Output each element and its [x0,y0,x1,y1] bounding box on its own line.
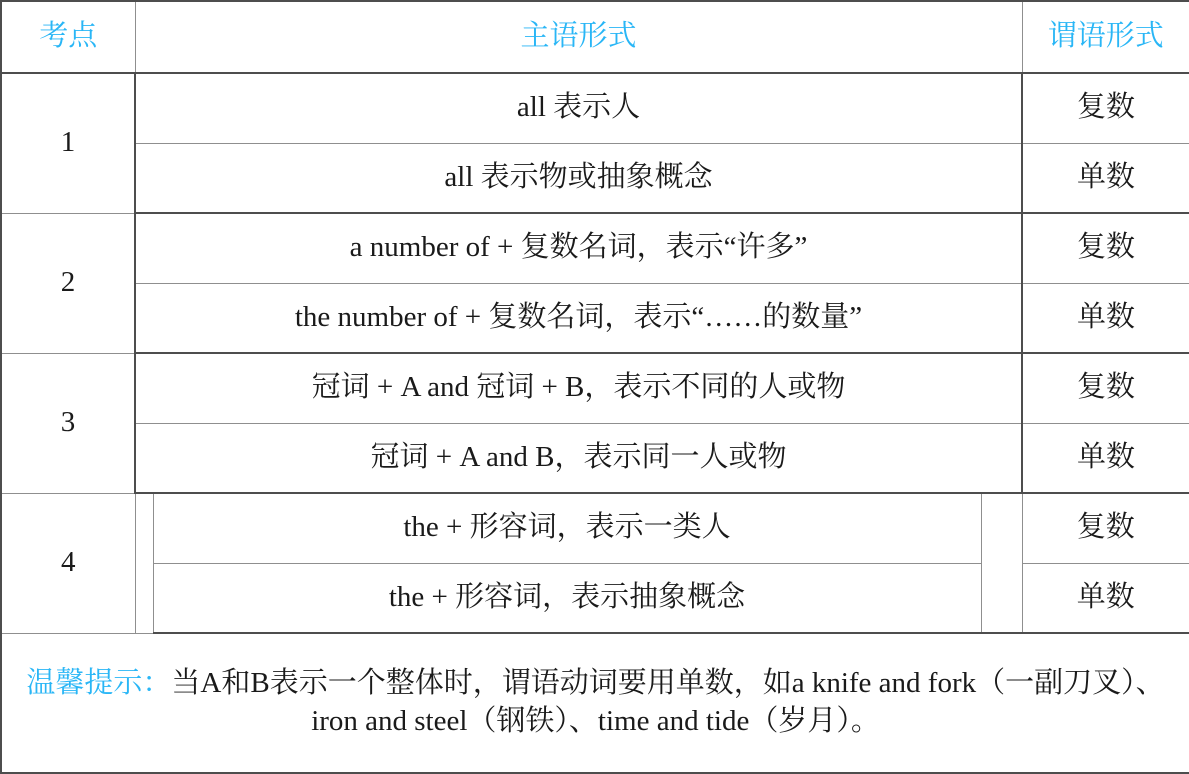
predicate-text: 复数 [1022,493,1189,563]
spacer-left [135,563,153,633]
subject-text: 冠词 + A and B，表示同一人或物 [135,423,1022,493]
header-predicate-form: 谓语形式 [1022,1,1189,73]
spacer-right [981,563,1022,633]
predicate-text: 复数 [1022,213,1189,283]
tip-text: 当A和B表示一个整体时，谓语动词要用单数，如a knife and fork（一副刀叉）、iron and steel（钢铁）、time and tide（岁月）。 [171,667,1165,737]
header-subject-form: 主语形式 [135,1,1022,73]
group-number: 2 [1,213,135,353]
table-row [1,73,1189,143]
tip-cell [1,633,1189,773]
table-row [1,213,1189,283]
predicate-text: 单数 [1022,283,1189,353]
group-number: 3 [1,353,135,493]
table-row [1,493,1189,563]
table-row [1,283,1189,353]
subject-text: 冠词 + A and 冠词 + B，表示不同的人或物 [135,353,1022,423]
subject-text: a number of + 复数名词，表示“许多” [135,213,1022,283]
table-row [1,143,1189,213]
header-point: 考点 [1,1,135,73]
subject-text: all 表示人 [135,73,1022,143]
group-number: 1 [1,73,135,213]
group-number: 4 [1,493,135,633]
predicate-text: 单数 [1022,143,1189,213]
tip-label: 温馨提示： [26,667,172,700]
subject-text: the number of + 复数名词，表示“……的数量” [135,283,1022,353]
predicate-text: 单数 [1022,423,1189,493]
table-row [1,563,1189,633]
table-row [1,423,1189,493]
subject-text: the + 形容词，表示抽象概念 [153,563,981,633]
table-header-row [1,1,1189,73]
table-row [1,353,1189,423]
spacer-left [135,493,153,563]
tip-row [1,633,1189,773]
predicate-text: 复数 [1022,353,1189,423]
predicate-text: 单数 [1022,563,1189,633]
subject-text: all 表示物或抽象概念 [135,143,1022,213]
predicate-text: 复数 [1022,73,1189,143]
spacer-right [981,493,1022,563]
subject-text: the + 形容词，表示一类人 [153,493,981,563]
